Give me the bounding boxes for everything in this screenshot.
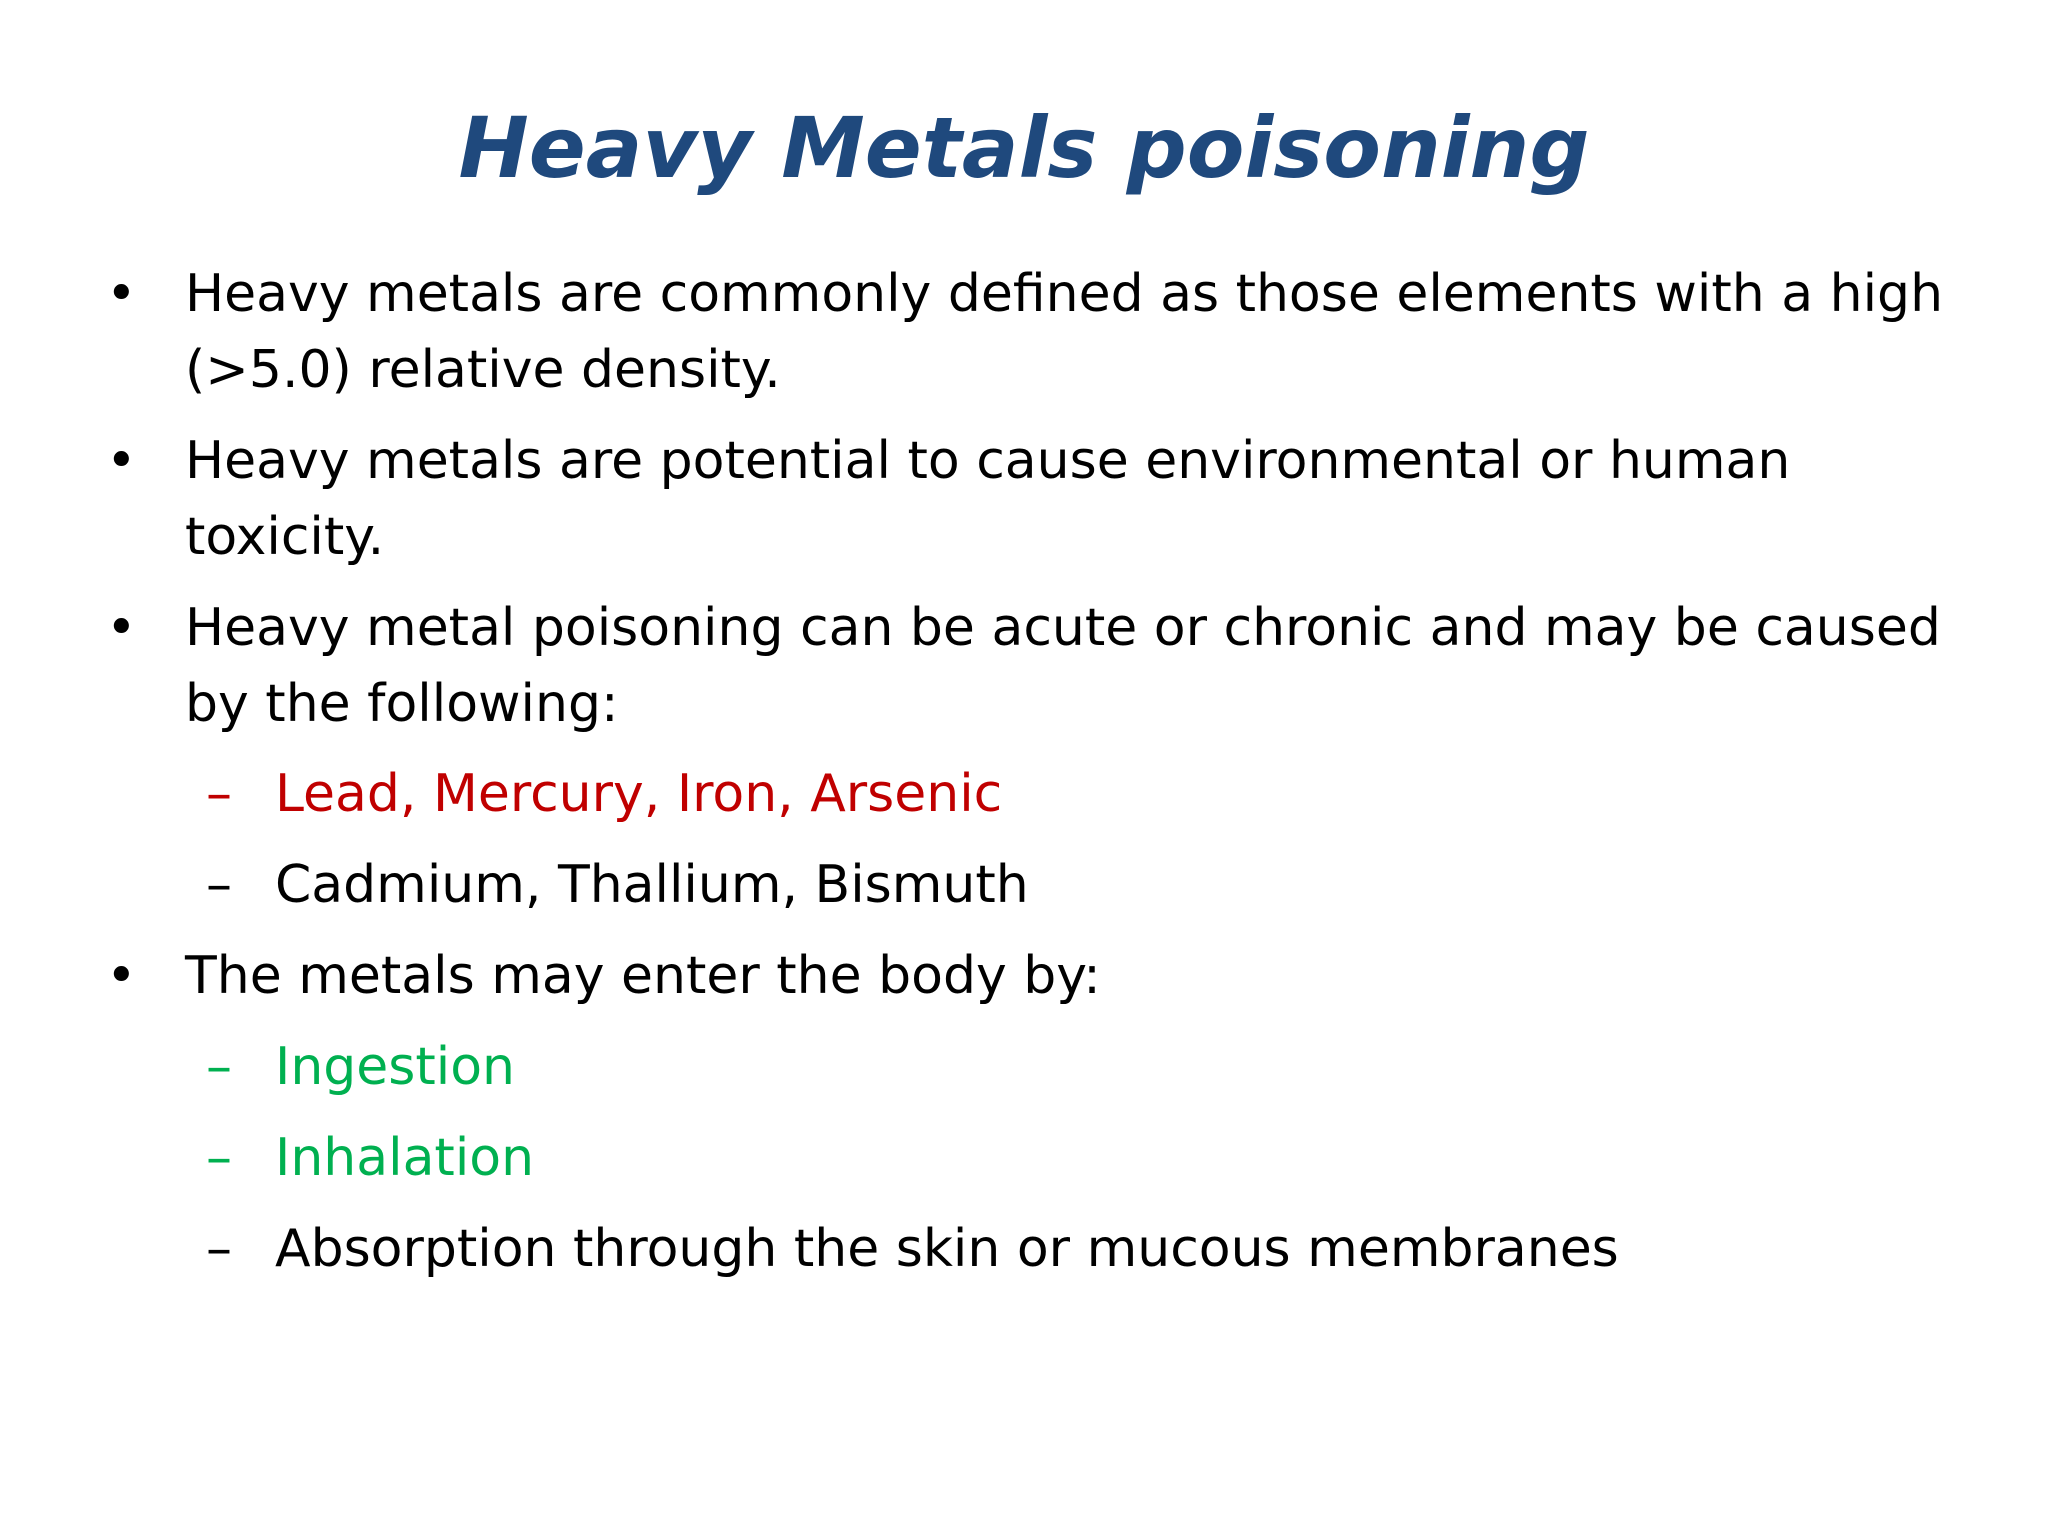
bullet-marker: • — [106, 598, 137, 658]
bullet-3-line-1: Heavy metal poisoning can be acute or chronic and may be caused — [185, 598, 1941, 658]
sub-bullet-absorption: Absorption through the skin or mucous membranes — [275, 1219, 1619, 1279]
sub-bullet-ingestion: Ingestion — [275, 1037, 515, 1097]
bullet-2-line-1: Heavy metals are potential to cause environmental or human — [185, 431, 1791, 491]
bullet-4-line-1: The metals may enter the body by: — [185, 946, 1101, 1006]
sub-bullet-dash: – — [206, 1219, 232, 1279]
sub-bullet-metals-group-2: Cadmium, Thallium, Bismuth — [275, 855, 1029, 915]
bullet-marker: • — [106, 946, 137, 1006]
slide-title: Heavy Metals poisoning — [458, 99, 1590, 197]
sub-bullet-dash: – — [206, 855, 232, 915]
bullet-marker: • — [106, 431, 137, 491]
bullet-2-line-2: toxicity. — [185, 507, 385, 567]
sub-bullet-inhalation: Inhalation — [275, 1128, 535, 1188]
bullet-marker: • — [106, 264, 137, 324]
sub-bullet-dash: – — [206, 1037, 232, 1097]
bullet-1-line-1: Heavy metals are commonly defined as those elements with a high — [185, 264, 1944, 324]
bullet-3-line-2: by the following: — [185, 674, 619, 734]
sub-bullet-dash: – — [206, 1128, 232, 1188]
bullet-1-line-2: (>5.0) relative density. — [185, 340, 781, 400]
sub-bullet-metals-group-1: Lead, Mercury, Iron, Arsenic — [275, 764, 1003, 824]
sub-bullet-dash: – — [206, 764, 232, 824]
